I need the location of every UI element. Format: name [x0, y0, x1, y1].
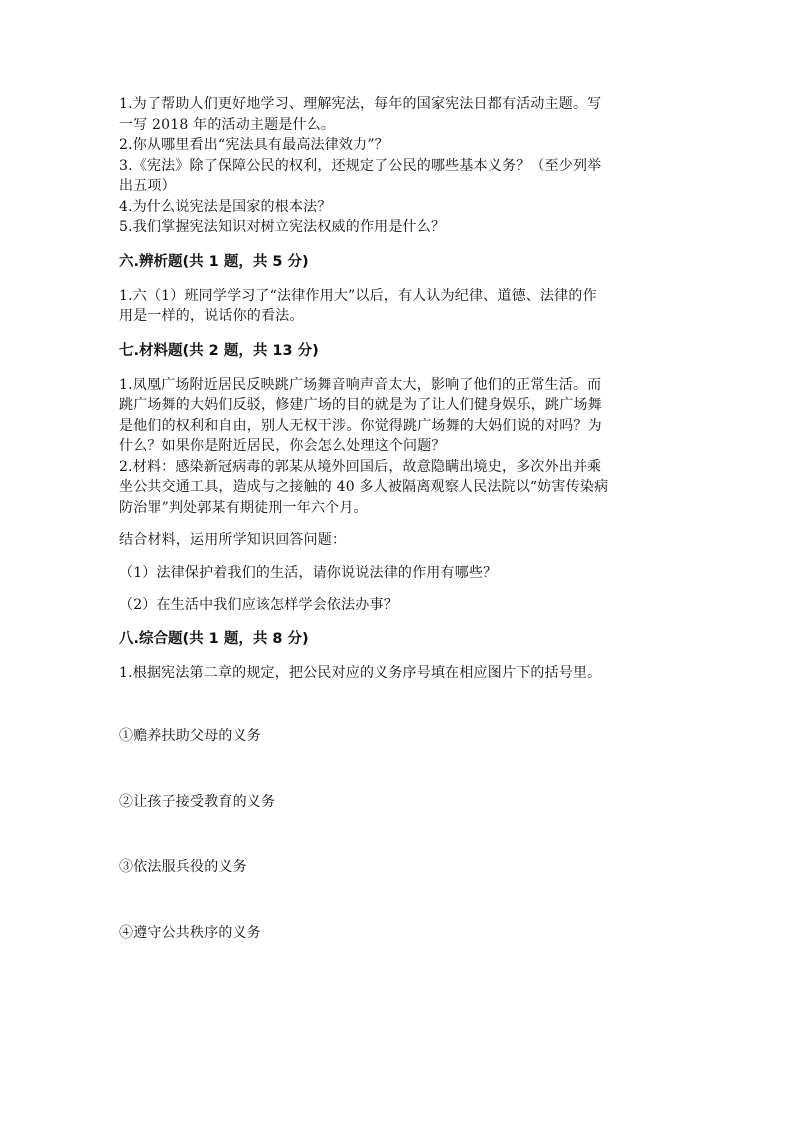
question-line: 什么？如果你是附近居民，你会怎么处理这个问题？ — [119, 438, 446, 454]
question-line: 1.凤凰广场附近居民反映跳广场舞音响声音太大，影响了他们的正常生活。而 — [119, 376, 602, 393]
section8-heading: 八.综合题(共 1 题，共 8 分) — [119, 630, 309, 647]
section6-heading: 六.辨析题(共 1 题，共 5 分) — [119, 253, 309, 270]
question-line: 3.《宪法》除了保障公民的权利，还规定了公民的哪些基本义务？（至少列举 — [119, 157, 602, 174]
question-line: 跳广场舞的大妈们反驳，修建广场的目的就是为了让人们健身娱乐，跳广场舞 — [119, 397, 602, 413]
section5-questions — [119, 94, 679, 238]
question-line: 5.我们掌握宪法知识对树立宪法权威的作用是什么？ — [119, 219, 446, 235]
material-prompt: 结合材料，运用所学知识回答问题： — [119, 532, 347, 548]
duty-item: ③依法服兵役的义务 — [119, 859, 247, 875]
question-line: 2.材料：感染新冠病毒的郭某从境外回国后，故意隐瞒出境史，多次外出并乘 — [119, 458, 602, 475]
sub-question-1: （1）法律保护着我们的生活，请你说说法律的作用有哪些？ — [119, 564, 498, 581]
duty-item: ①赡养扶助父母的义务 — [119, 728, 261, 744]
section7-heading: 七.材料题(共 2 题，共 13 分) — [119, 342, 319, 359]
question-line: 1.六（1）班同学学习了“法律作用大”以后，有人认为纪律、道德、法律的作 — [119, 287, 597, 304]
sub-question-2: （2）在生活中我们应该怎样学会依法办事？ — [119, 597, 398, 613]
duty-item: ②让孩子接受教育的义务 — [119, 793, 276, 810]
question-line: 用是一样的，说话你的看法。 — [119, 308, 304, 324]
question-line: 2.你从哪里看出“宪法具有最高法律效力”？ — [119, 137, 389, 153]
question-line: 一写 2018 年的活动主题是什么。 — [119, 116, 336, 133]
question-line: 坐公共交通工具，造成与之接触的 40 多人被隔离观察人民法院以“妨害传染病 — [119, 479, 609, 495]
question-line: 4.为什么说宪法是国家的根本法？ — [119, 198, 332, 215]
exam-page — [119, 94, 679, 943]
question-line: 1.为了帮助人们更好地学习、理解宪法，每年的国家宪法日都有活动主题。写 — [119, 96, 602, 112]
section6-question — [119, 286, 679, 327]
question-line: 是他们的权利和自由，别人无权干涉。你觉得跳广场舞的大妈们说的对吗？为 — [119, 417, 602, 434]
question-line: 出五项） — [119, 178, 176, 194]
section7-question-1 — [119, 375, 679, 457]
duty-item: ④遵守公共秩序的义务 — [119, 924, 261, 941]
question-line: 防治罪”判处郭某有期徒刑一年六个月。 — [119, 499, 368, 516]
section8-question-1: 1.根据宪法第二章的规定，把公民对应的义务序号填在相应图片下的括号里。 — [119, 664, 602, 681]
section7-question-2 — [119, 457, 679, 519]
